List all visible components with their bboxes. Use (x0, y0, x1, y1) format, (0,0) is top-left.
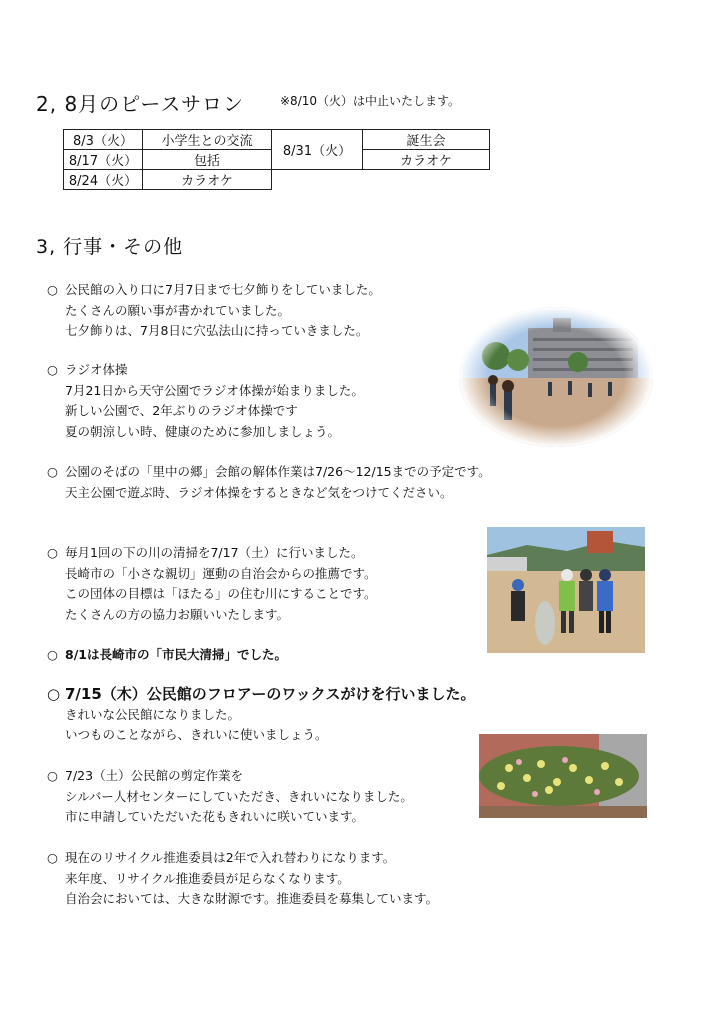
date-cell: 8/17（火） (64, 150, 143, 170)
circle-bullet: ○ (47, 464, 58, 479)
flower-planter-photo (479, 734, 647, 818)
item-line: 新しい公園で、2年ぶりのラジオ体操です (65, 403, 298, 418)
circle-bullet: ○ (47, 850, 58, 865)
date-cell: 8/3（火） (64, 130, 143, 150)
radio-exercise-photo (458, 306, 654, 448)
list-item (47, 543, 377, 625)
item-line: 自治会においては、大きな財源です。推進委員を募集しています。 (65, 891, 439, 906)
event-cell: 包括 (143, 150, 272, 170)
item-line: 夏の朝涼しい時、健康のために参加しましょう。 (65, 423, 341, 439)
item-line: 7/23（土）公民館の剪定作業を (65, 768, 244, 783)
item-line: 毎月1回の下の川の清掃を7/17（土）に行いました。 (65, 545, 364, 560)
item-line: シルバー人材センターにしていただき、きれいになりました。 (65, 788, 413, 804)
item-line: 7/15（木）公民館のフロアーのワックスがけを行いました。 (65, 685, 476, 703)
item-line: 公民館の入り口に7月7日まで七夕飾りをしていました。 (65, 282, 381, 297)
circle-bullet: ○ (47, 362, 58, 377)
section-3-title: 3, 行事・その他 (36, 236, 184, 258)
table-row (64, 130, 490, 150)
list-item (47, 766, 413, 828)
list-item (47, 280, 381, 342)
item-line: 長崎市の「小さな親切」運動の自治会からの推薦です。 (65, 565, 377, 581)
item-line: ラジオ体操 (65, 362, 128, 377)
event-cell: 誕生会 (363, 130, 490, 150)
circle-bullet: ○ (47, 545, 58, 560)
item-line: 七夕飾りは、7月8日に穴弘法山に持っていきました。 (65, 323, 369, 338)
section-2-title: 2, 8月のピースサロン (36, 92, 244, 116)
item-line: たくさんの願い事が書かれていました。 (65, 302, 291, 318)
item-line: この団体の目標は「ほたる」の住む川にすることです。 (65, 586, 377, 601)
river-cleaning-photo (487, 527, 645, 653)
item-line: きれいな公民館になりました。 (65, 706, 241, 722)
item-line: 天主公園で遊ぶ時、ラジオ体操をするときなど気をつけてください。 (65, 484, 453, 500)
event-cell: カラオケ (363, 150, 490, 170)
item-line: 市に申請していただいた花もきれいに咲いています。 (65, 809, 365, 824)
date-cell: 8/24（火） (64, 170, 143, 190)
list-item (47, 360, 364, 442)
list-item (47, 684, 475, 746)
event-cell: カラオケ (143, 170, 272, 190)
item-line: 8/1は長崎市の「市民大清掃」でした。 (65, 647, 287, 662)
table-row (64, 170, 490, 190)
date-cell: 8/31（火） (272, 130, 363, 170)
cancel-note: ※8/10（火）は中止いたします。 (280, 94, 461, 108)
circle-bullet: ○ (47, 768, 58, 783)
list-item (47, 848, 438, 910)
item-line: 公園のそばの「里中の郷」会館の解体作業は7/26～12/15までの予定です。 (65, 464, 491, 479)
list-item (47, 645, 287, 666)
item-line: 現在のリサイクル推進委員は2年で入れ替わりになります。 (65, 850, 396, 865)
circle-bullet: ○ (47, 282, 58, 297)
circle-bullet: ○ (47, 685, 61, 703)
schedule-table (63, 129, 490, 190)
item-line: 来年度、リサイクル推進委員が足らなくなります。 (65, 870, 350, 886)
circle-bullet: ○ (47, 647, 58, 662)
item-line: いつものことながら、きれいに使いましょう。 (65, 727, 328, 742)
item-line: 7月21日から天守公園でラジオ体操が始まりました。 (65, 382, 364, 398)
event-cell: 小学生との交流 (143, 130, 272, 150)
list-item (47, 462, 491, 503)
item-line: たくさんの方の協力お願いいたします。 (65, 606, 290, 622)
